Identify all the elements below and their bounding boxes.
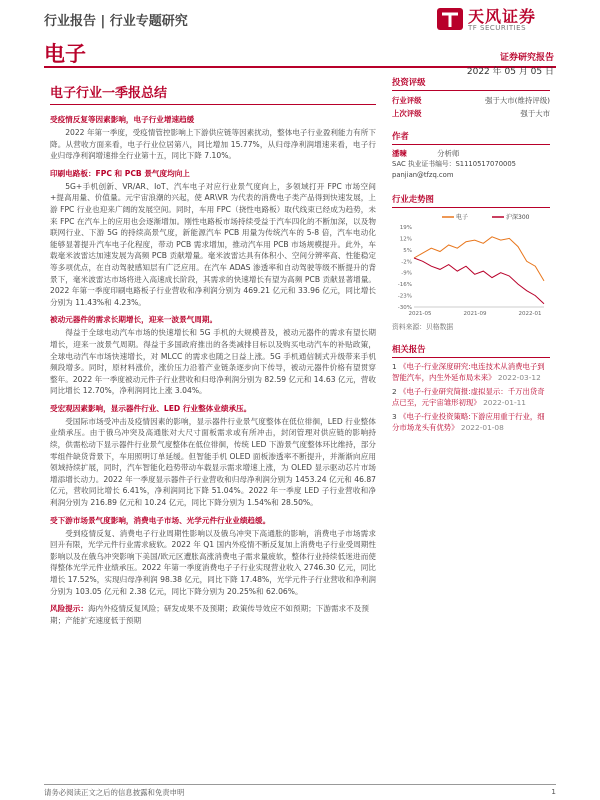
analyst-email[interactable]: panjian@tfzq.com: [392, 171, 454, 179]
rating-heading: 投资评级: [392, 76, 550, 91]
analyst-block: [392, 148, 550, 181]
chart-source: 资料来源：贝格数据: [392, 323, 454, 331]
y-tick-label: -30%: [397, 305, 412, 311]
x-tick-label: 2021-09: [463, 311, 487, 317]
rating-value: 强于大市(维持评级): [485, 96, 550, 105]
series-line-csi300: [414, 258, 544, 304]
sidebar: [392, 76, 550, 436]
related-index: 2: [392, 387, 397, 396]
section-body: 2022 年第一季度，受疫情管控影响上下游供应链等因素扰动，整体电子行业盈利能力有所下降。从营收方面来看，电子行业位居第八，同比增加 15.77%，从归母净利润增速来看，电子行业归母净利润增速排全行业第十五，同比下降 7.10%。: [50, 128, 376, 161]
y-tick-label: 5%: [403, 247, 412, 254]
logo-text-cn: 天风证券: [468, 7, 537, 26]
rating-label: 行业评级: [392, 96, 422, 105]
related-title: 《电子-行业研究简报:虚拟显示：千万出货奇点已至，元宇宙雏形初现》: [392, 387, 545, 407]
section-body: 受到疫情反复、消费电子行业周期性影响以及俄乌冲突下高通胀的影响，消费电子市场需求回升有限，光学元件行业需求疲软。2022 年 Q1 国内外疫情不断反复加上消费电子行业受周期性影响以及在俄乌冲突影响下美国/欧元区遭胀高涨消费电子需求量疲软，整体行业持续低迷进而使得整体光学元件业绩承压。2022 年第一季度消费电子子行业实现营业收入 2746.30 亿元，同比增长 17.52%，实现归母净利润 98.38 亿元，同比下降 17.48%，光学元件子行业营收和净利润分别为 103.05 亿元和 2.38 亿元，同比下降分别为 20.25%和 62.06%。: [50, 528, 376, 596]
y-tick-label: -9%: [401, 270, 412, 277]
tf-logo-icon: [436, 6, 464, 32]
section-body: 5G+手机创新、VR/AR、IoT、汽车电子对应行业景气度向上，多领域打开 FPC 市场空间+提高用量、价值量。元宇宙浪潮的兴起，使 AR\VR 为代表的消费电子类产品得到快速发展，上游 FPC 行业也迎来广阔的发展空间。同时，车用 FPC（挠性电路板）取代线束已经成为趋势，未来 FPC 在汽车上的应用也会逐渐增加。刚性电路板市场持续受益于汽车四化的不断加深，以及物联网行业、下游 5G 的持续高景气度，新能源汽车 PCB 用量为传统汽车的 5-8 倍，汽车电动化能够显著提升汽车电子化程度，带动 PCB 需求增加，推动汽车用 PCB 市场规模提升。此外，车载毫米波雷达加速发展为高频 PCB 贡献增量。毫米波雷达具有体积小、空间分辨率高、性能稳定等多项优点，在自动驾驶感知层有广泛应用。在汽车 ADAS 渗透率和自动驾驶等级不断提升的背景下，毫米波雷达市场将进入高速成长阶段，其需求的快速增长有望为高频 PCB 贡献显著增量。2022 年第一季度印刷电路板子行业营收和净利润分别为 469.21 亿元和 33.96 亿元，同比增长分别为 11.43%和 4.23%。: [50, 181, 376, 307]
analyst-name: 潘暕: [392, 149, 407, 158]
y-tick-label: 19%: [399, 225, 412, 231]
related-date: 2022-03-12: [497, 373, 541, 382]
related-index: 1: [392, 362, 397, 371]
y-tick-label: -23%: [397, 293, 412, 300]
section-overview: [50, 114, 376, 162]
company-logo: [436, 2, 564, 36]
page-footer: [44, 784, 556, 798]
rating-row-industry: [392, 94, 550, 107]
section-body: 受国际市场受冲击及疫情因素的影响，显示器件行业景气度整体在低位徘徊，LED 行业整体业绩承压。由于俄乌冲突及高通胀对大尺寸面板需求或有所冲击，封闭管理对供应链的影响持续，供需松动下显示器件行业景气度整体在低位徘徊，传统 LED 下游景气度整体环比维持，部分零组件缺货背景下，车用照明订单延缓。但智能手机 OLED 面板渗透率不断提升，并渐渐向应用领域持续扩展，同时，汽车智能化趋势带动车载显示需求增速上涨，为 OLED 显示驱动芯片市场增添增长动力。2022 年一季度显示器件子行业营收和归母净利润分别为 1453.24 亿元和 46.87 亿元，营收同比增长 6.41%，净利润同比下降 51.04%。2022 年一季度 LED 子行业营收和净利润分别为 216.89 亿元和 10.24 亿元，同比下降分别为 1.54%和 28.50%。: [50, 416, 376, 508]
footer-disclaimer: 请务必阅读正文之后的信息披露和免责申明: [44, 788, 185, 797]
related-index: 3: [392, 412, 397, 421]
related-report[interactable]: [392, 411, 550, 433]
section-heading: 受宏观因素影响，显示器件行业、LED 行业整体业绩承压。: [50, 403, 252, 413]
title-rule: [50, 104, 376, 105]
section-body: 得益于全球电动汽车市场的快速增长和 5G 手机的大规模普及，被动元器件的需求有望长期增长，迎来一波景气周期。得益于多国政府推出的各类减排目标以及购买电动汽车的补贴政策，全球电动汽车市场快速增长，对 MLCC 的需求也随之日益上涨。5G 手机通信制式升级带来手机频段增多。同时，原材料涨价，涨价压力沿着产业链条逐步向下传导，被动元器件价格有望贯穿整年。2022 年一季度被动元件子行业营收和归母净利润分别为 82.59 亿元和 14.63 亿元，营收同比增长 12.70%，净利润同比上涨 3.04%。: [50, 328, 376, 396]
trend-chart: [392, 211, 548, 319]
related-report[interactable]: [392, 386, 550, 408]
page-number: 1: [551, 787, 556, 796]
related-date: 2022-01-08: [460, 423, 504, 432]
y-tick-label: -2%: [401, 259, 412, 266]
related-title: 《电子-行业投资策略:下游应用重于行业，细分市场龙头有优势》: [392, 412, 545, 432]
y-tick-label: -16%: [397, 282, 412, 289]
x-tick-label: 2021-05: [408, 311, 432, 317]
trend-chart-svg: [392, 211, 548, 319]
rating-row-previous: [392, 107, 550, 120]
document-title: 电子行业一季报总结: [50, 86, 168, 101]
section-consumer-optics: [50, 515, 376, 598]
analyst-role: 分析师: [437, 149, 460, 158]
trend-heading: 行业走势图: [392, 193, 550, 208]
section-heading: 受疫情反复等因素影响，电子行业增速趋缓: [50, 115, 195, 124]
related-heading: 相关报告: [392, 343, 550, 358]
rating-value: 强于大市: [520, 109, 550, 118]
section-display-led: [50, 403, 376, 509]
rating-label: 上次评级: [392, 109, 422, 118]
main-content: [50, 114, 376, 626]
risk-warning: [50, 603, 376, 626]
related-date: 2022-01-11: [483, 398, 527, 407]
risk-label: 风险提示：: [50, 604, 88, 614]
analyst-license: SAC 执业证书编号：S1110517070005: [392, 160, 516, 168]
y-tick-label: 12%: [399, 236, 412, 243]
section-passive-components: [50, 314, 376, 397]
section-heading: 被动元器件的需求长期增长，迎来一波景气周期。: [50, 315, 218, 325]
related-title: 《电子-行业深度研究:电连技术从消费电子到智能汽车，内生外延布局未来》: [392, 362, 545, 382]
industry-title: 电子: [44, 42, 86, 66]
report-date: 2022 年 05 月 05 日: [466, 67, 554, 77]
section-pcb: [50, 168, 376, 309]
risk-text: 海内外疫情反复风险；研发成果不及预期；政策传导效应不如预期；下游需求不及预期；产能扩充速度低于预期: [50, 604, 369, 625]
logo-text-en: TF SECURITIES: [468, 24, 527, 32]
section-heading: 印刷电路板：FPC 和 PCB 景气度均向上: [50, 168, 190, 178]
related-report[interactable]: [392, 361, 550, 383]
x-tick-label: 2022-01: [518, 311, 542, 317]
report-type: 证券研究报告: [499, 53, 554, 63]
series-line-electronics: [414, 237, 544, 281]
legend-label: 电子: [456, 214, 469, 221]
section-heading: 受下游市场景气度影响，消费电子市场、光学元件行业业绩趋缓。: [50, 515, 271, 525]
legend-label: 沪深300: [506, 214, 530, 221]
author-heading: 作者: [392, 130, 550, 145]
report-category: 行业报告 | 行业专题研究: [44, 14, 188, 29]
